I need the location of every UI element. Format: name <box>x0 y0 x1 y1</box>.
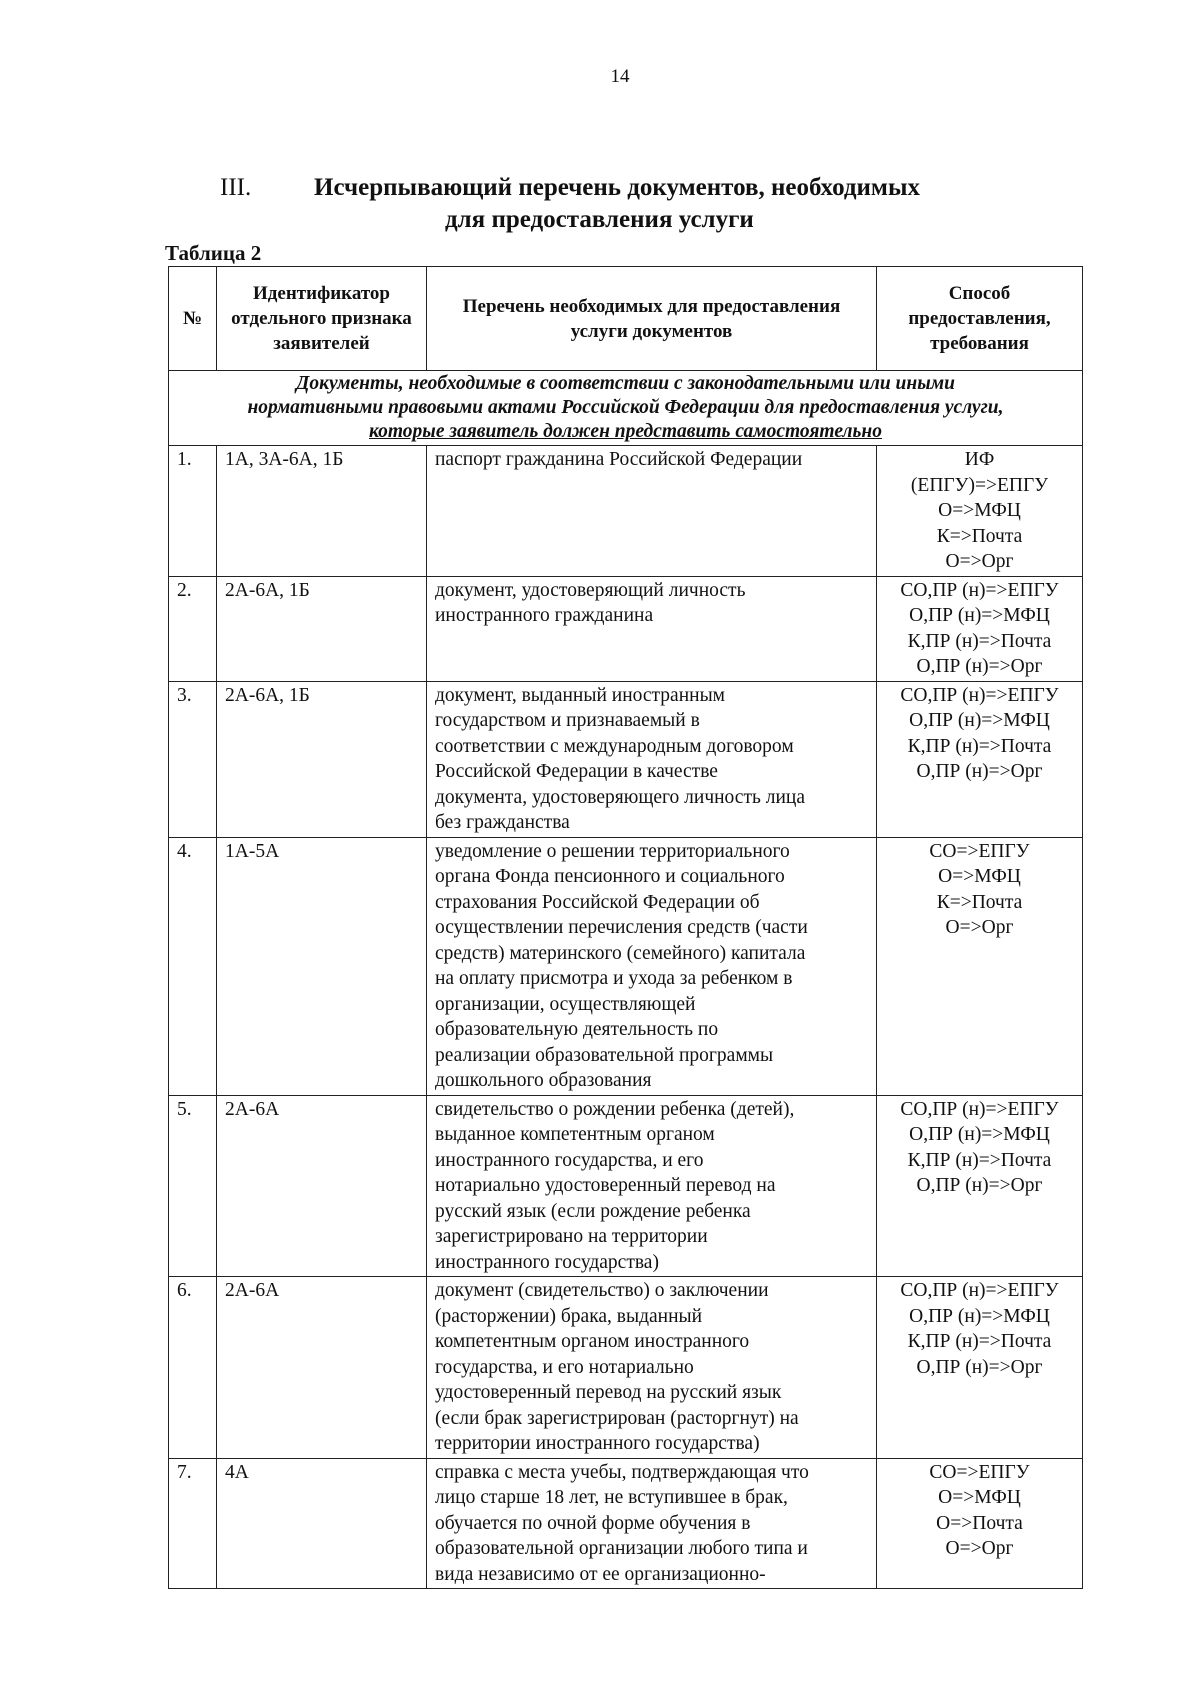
table-row <box>169 681 1083 837</box>
table-row <box>169 1277 1083 1459</box>
row-documents: документ (свидетельство) о заключении (расторжении) брака, выданный компетентным органом иностранного государства, и его нотариально удостоверенный перевод на русский язык (если брак зарегистрирован (расторгнут) на территории иностранного государства) <box>427 1277 877 1459</box>
row-method: СО=>ЕПГУ О=>МФЦ К=>Почта О=>Орг <box>877 837 1083 1095</box>
table-row <box>169 576 1083 681</box>
row-identifier: 2А-6А <box>217 1277 427 1459</box>
row-method: СО,ПР (н)=>ЕПГУ О,ПР (н)=>МФЦ К,ПР (н)=>Почта О,ПР (н)=>Орг <box>877 681 1083 837</box>
header-identifier: Идентификатор отдельного признака заявителей <box>217 267 427 371</box>
row-identifier: 1А, 3А-6А, 1Б <box>217 446 427 577</box>
row-documents: свидетельство о рождении ребенка (детей), выданное компетентным органом иностранного государства, и его нотариально удостоверенный перевод на русский язык (если рождение ребенка зарегистрировано на территории иностранного государства) <box>427 1095 877 1277</box>
row-method: СО,ПР (н)=>ЕПГУ О,ПР (н)=>МФЦ К,ПР (н)=>Почта О,ПР (н)=>Орг <box>877 1095 1083 1277</box>
table-row <box>169 446 1083 577</box>
group-heading-line-2: нормативными правовыми актами Российской Федерации для предоставления услуги, <box>247 397 1004 418</box>
row-method: СО,ПР (н)=>ЕПГУ О,ПР (н)=>МФЦ К,ПР (н)=>Почта О,ПР (н)=>Орг <box>877 576 1083 681</box>
header-method: Способ предоставления, требования <box>877 267 1083 371</box>
row-method: ИФ (ЕПГУ)=>ЕПГУ О=>МФЦ К=>Почта О=>Орг <box>877 446 1083 577</box>
row-number: 6. <box>169 1277 217 1459</box>
row-identifier: 2А-6А, 1Б <box>217 576 427 681</box>
row-number: 3. <box>169 681 217 837</box>
table-row <box>169 1458 1083 1589</box>
row-number: 2. <box>169 576 217 681</box>
table-header-row <box>169 267 1083 371</box>
row-number: 4. <box>169 837 217 1095</box>
row-documents: паспорт гражданина Российской Федерации <box>427 446 877 577</box>
row-documents: документ, удостоверяющий личность иностранного гражданина <box>427 576 877 681</box>
row-documents: документ, выданный иностранным государством и признаваемый в соответствии с международным договором Российской Федерации в качестве документа, удостоверяющего личность лица без гражданства <box>427 681 877 837</box>
row-identifier: 4А <box>217 1458 427 1589</box>
section-numeral: III. <box>220 174 252 201</box>
table-row <box>169 837 1083 1095</box>
row-method: СО,ПР (н)=>ЕПГУ О,ПР (н)=>МФЦ К,ПР (н)=>Почта О,ПР (н)=>Орг <box>877 1277 1083 1459</box>
table-caption: Таблица 2 <box>165 241 262 265</box>
row-identifier: 2А-6А, 1Б <box>217 681 427 837</box>
row-number: 1. <box>169 446 217 577</box>
section-title-line-1: Исчерпывающий перечень документов, необходимых <box>314 174 920 201</box>
row-number: 7. <box>169 1458 217 1589</box>
row-identifier: 1А-5А <box>217 837 427 1095</box>
group-heading-line-3: которые заявитель должен представить самостоятельно <box>368 421 883 442</box>
row-number: 5. <box>169 1095 217 1277</box>
group-heading-row <box>169 371 1083 446</box>
group-heading <box>169 371 1083 446</box>
row-method: СО=>ЕПГУ О=>МФЦ О=>Почта О=>Орг <box>877 1458 1083 1589</box>
header-documents: Перечень необходимых для предоставления услуги документов <box>427 267 877 371</box>
table-row <box>169 1095 1083 1277</box>
row-identifier: 2А-6А <box>217 1095 427 1277</box>
page-number: 14 <box>610 66 630 87</box>
row-documents: уведомление о решении территориального органа Фонда пенсионного и социального страхования Российской Федерации об осуществлении перечисления средств (части средств) материнского (семейного) капитала на оплату присмотра и ухода за ребенком в организации, осуществляющей образовательную деятельность по реализации образовательной программы дошкольного образования <box>427 837 877 1095</box>
section-title-line-2: для предоставления услуги <box>445 206 754 233</box>
header-num: № <box>169 267 217 371</box>
row-documents: справка с места учебы, подтверждающая что лицо старше 18 лет, не вступившее в брак, обучается по очной форме обучения в образовательной организации любого типа и вида независимо от ее организационно- <box>427 1458 877 1589</box>
group-heading-line-1: Документы, необходимые в соответствии с законодательными или иными <box>296 373 955 394</box>
documents-table <box>168 266 1083 1589</box>
